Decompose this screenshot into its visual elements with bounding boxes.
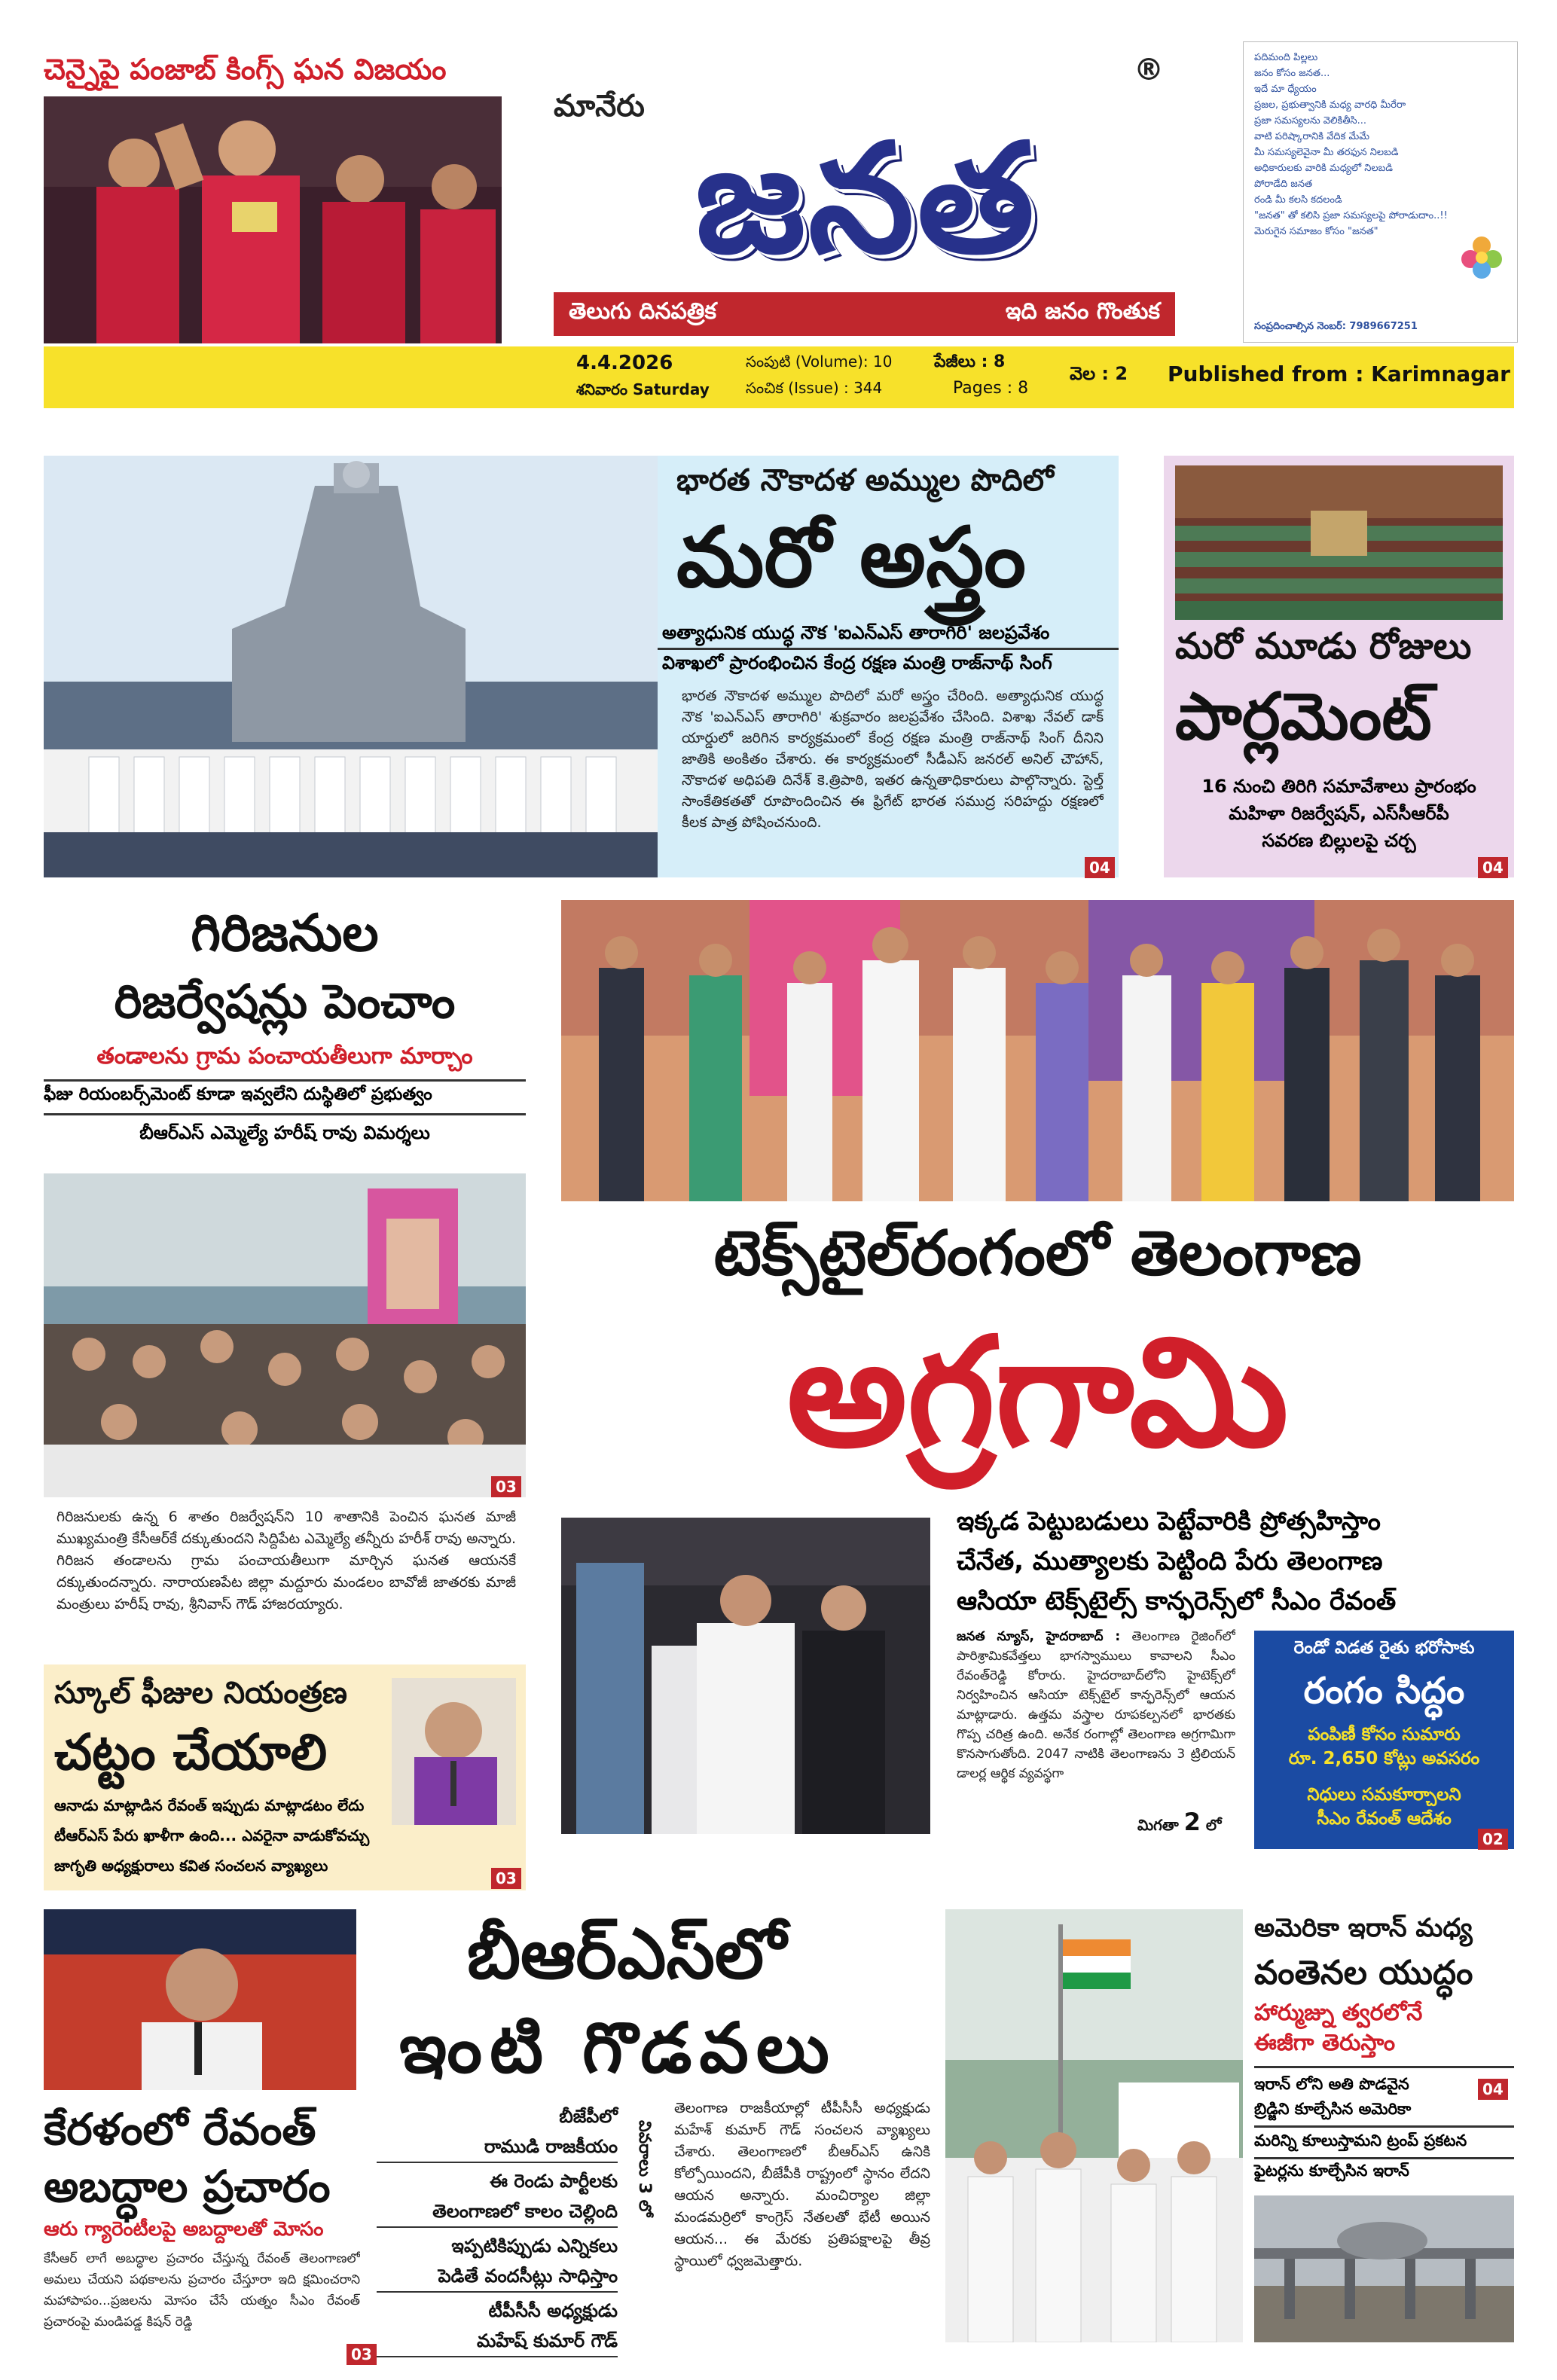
textile-sub2: చేనేత, ముత్యాలకు పెట్టింది పేరు తెలంగాణ xyxy=(957,1546,1383,1576)
bridge-photo xyxy=(1254,2195,1514,2342)
masthead-ad-box xyxy=(1243,41,1518,343)
kishan-reddy-photo xyxy=(44,1909,356,2090)
brs-side-item: ఇప్పటికిప్పుడు ఎన్నికలు xyxy=(451,2235,618,2256)
brs-side-item: పెడితే వందసీట్లు సాధిస్తాం xyxy=(377,2261,618,2293)
masthead-logo: జనత xyxy=(695,111,1038,287)
ad-line: రండి మీ కలసి కదలండి xyxy=(1254,194,1342,206)
rythu-sub4: సీఎం రేవంత్ ఆదేశం xyxy=(1317,1809,1452,1829)
ad-line: ప్రజా సమస్యలను వెలికితీసి... xyxy=(1254,115,1367,127)
navy-sub1: అత్యాధునిక యుద్ధ నౌక 'ఐఎన్ఎస్ తారాగిరి' జలప్రవేశం xyxy=(658,622,1119,650)
textile-group-photo xyxy=(561,900,1514,1201)
tribal-headline2: రిజర్వేషన్లు పెంచాం xyxy=(114,974,456,1029)
registered-mark: ® xyxy=(1134,53,1164,87)
ad-line: మీ సమస్యలెవైనా మీ తరఫున నిలబడి xyxy=(1254,147,1399,158)
navy-sub2: విశాఖలో ప్రారంభించిన కేంద్ర రక్షణ మంత్రి రాజ్‌నాథ్ సింగ్ xyxy=(662,652,1052,673)
parliament-kicker: మరో మూడు రోజులు xyxy=(1175,625,1472,667)
rythu-sub2: రూ. 2,650 కోట్లు అవసరం xyxy=(1288,1749,1480,1768)
brs-side-item: బీజేపీలో xyxy=(559,2106,618,2127)
textile-byline: జనత న్యూస్, హైదరాబాద్ : xyxy=(957,1629,1121,1644)
iran-line4: ఫైటర్లను కూల్చేసిన ఇరాన్ xyxy=(1254,2162,1409,2180)
ad-line: "జనత" తో కలిసి ప్రజా సమస్యలపై పోరాడుదాం..!! xyxy=(1254,210,1448,221)
ad-line: పోరాడేది జనత xyxy=(1254,178,1313,190)
cm-textile-photo xyxy=(561,1518,930,1834)
brs-vertical-note: వివరాలు 3 లో xyxy=(635,2120,654,2217)
school-line1: ఆనాడు మాట్లాడిన రేవంత్ ఇప్పుడు మాట్లాడటం లేదు xyxy=(54,1796,365,1814)
brs-side-item: రాముడి రాజకీయం xyxy=(377,2131,618,2163)
iran-sub-red1: హార్ముజ్ను త్వరలోనే xyxy=(1254,2000,1423,2026)
school-page-ref: 03 xyxy=(491,1868,521,1889)
school-line2: టీఆర్ఎస్ పేరు ఖాళీగా ఉంది... ఎవరైనా వాడుకోవచ్చు xyxy=(54,1826,370,1844)
tagline-right: ఇది జనం గొంతుక xyxy=(1005,298,1160,325)
textile-sub3: ఆసియా టెక్స్‌టైల్స్ కాన్ఫరెన్స్‌లో సీఎం రేవంత్ xyxy=(957,1586,1397,1616)
cricket-photo xyxy=(44,96,502,343)
tribal-photo xyxy=(44,1173,526,1497)
warship-photo xyxy=(44,456,658,877)
masthead-small-name: మానేరు xyxy=(554,89,645,124)
rythu-sub3: నిధులు సమకూర్చాలని xyxy=(1307,1785,1461,1805)
navy-body: భారత నౌకాదళ అమ్ముల పొదిలో మరో అస్త్రం చేరింది. అత్యాధునిక యుద్ధ నౌక 'ఐఎన్ఎస్ తారాగిరి' శుక్రవారం జలప్రవేశం చేసింది. విశాఖ నేవల్ డాక్ యార్డులో జరిగిన కార్యక్రమంలో కేంద్ర రక్షణ మంత్రి రాజ్‌నాథ్ సింగ్ దీనిని జాతికి అంకితం చేశారు. ఈ కార్యక్రమంలో సీడీఎస్ జనరల్ అనిల్ చౌహాన్, నౌకాదళ అధిపతి దినేశ్ కె.త్రిపాఠి, ఇతర ఉన్నతాధికారులు పాల్గొన్నారు. స్టెల్త్ సాంకేతికతతో రూపొందించిన ఈ ఫ్రిగేట్ భారత సముద్ర సరిహద్దు రక్షణలో కీలక పాత్ర పోషించనుంది. xyxy=(682,688,1104,831)
kerala-sub-red: ఆరు గ్యారెంటీలపై అబద్దాలతో మోసం xyxy=(44,2218,324,2241)
iran-kicker: అమెరికా ఇరాన్ మధ్య xyxy=(1254,1913,1473,1943)
navy-page-ref: 04 xyxy=(1085,857,1115,878)
kerala-headline1: కేరళంలో రేవంత్ xyxy=(44,2104,316,2155)
price: వెల : 2 xyxy=(1070,363,1128,384)
ad-line: అధికారులకు వారికి మధ్యలో నిలబడి xyxy=(1254,163,1393,174)
brs-body: తెలంగాణ రాజకీయాల్లో టీపీసీసీ అధ్యక్షుడు మహేశ్ కుమార్ గౌడ్ సంచలన వ్యాఖ్యలు చేశారు. తెలంగాణలో బీఆర్ఎస్ ఉనికి కోల్పోయిందని, బీజేపీకి రాష్ట్రంలో స్థానం లేదని ఆయన అన్నారు. మంచిర్యాల జిల్లా మండమర్రిలో కాంగ్రెస్ నేతలతో భేటీ అయిన ఆయన... ఈ మేరకు ప్రతిపక్షాలపై తీవ్ర స్థాయిలో ధ్వజమెత్తారు. xyxy=(674,2100,930,2269)
issue-date: 4.4.2026 xyxy=(576,352,673,374)
tribal-sub3: బీఆర్ఎస్ ఎమ్మెల్యే హరీష్ రావు విమర్శలు xyxy=(139,1122,430,1143)
brs-headline1: బీఆర్ఎస్‌లో xyxy=(467,1914,786,1994)
tagline-left: తెలుగు దినపత్రిక xyxy=(569,298,716,325)
iran-page-ref: 04 xyxy=(1478,2079,1508,2100)
continued-page: 2 xyxy=(1183,1808,1201,1836)
textile-headline1: టెక్స్‌టైల్‌రంగంలో తెలంగాణ xyxy=(713,1218,1362,1289)
published-from: Published from : Karimnagar xyxy=(1168,362,1510,386)
brs-headline2: ఇంటి గొడవలు xyxy=(399,2008,837,2089)
tribal-body: గిరిజనులకు ఉన్న 6 శాతం రిజర్వేషన్‌ని 10 శాతానికి పెంచిన ఘనత మాజీ ముఖ్యమంత్రి కేసీఆర్‌కే దక్కుతుందని సిద్దిపేట ఎమ్మెల్యే తన్నీరు హరీశ్ రావు అన్నారు. గిరిజన తండాలను గ్రామ పంచాయతీలుగా మార్చిన ఘనత ఆయనకే దక్కుతుందన్నారు. నారాయణపేట జిల్లా మద్దూరు మండలం బావోజీ జాతరకు మాజీ మంత్రులు హరీష్ రావు, శ్రీనివాస్ గౌడ్ హాజరయ్యారు. xyxy=(56,1509,516,1613)
parliament-sub1: 16 నుంచి తిరిగి సమావేశాలు ప్రారంభం xyxy=(1201,776,1476,797)
brs-side-list xyxy=(377,2101,618,2360)
rythu-kicker: రెండో విడత రైతు భరోసాకు xyxy=(1293,1638,1475,1658)
tagline-band xyxy=(554,292,1175,336)
iran-line1: ఇరాన్ లోని అతి పొడవైన xyxy=(1254,2075,1409,2093)
tribal-headline1: గిరిజనుల xyxy=(191,904,379,963)
brs-side-item: తెలంగాణలో కాలం చెల్లింది xyxy=(377,2196,618,2228)
issue-day: శనివారం Saturday xyxy=(576,380,710,398)
continued-label: మిగతా xyxy=(1137,1816,1179,1834)
parliament-sub3: సవరణ బిల్లులపై చర్చ xyxy=(1262,830,1416,851)
parliament-photo xyxy=(1175,465,1503,620)
textile-continued xyxy=(1137,1808,1221,1838)
pages-en: Pages : 8 xyxy=(953,379,1029,398)
iran-line3: మరిన్ని కూలుస్తామని ట్రంప్ ప్రకటన xyxy=(1254,2131,1514,2159)
textile-headline2: అగ్రగామి xyxy=(786,1305,1289,1481)
ad-line: పదిమంది పిల్లలు xyxy=(1254,52,1318,63)
ad-line: మెరుగైన సమాజం కోసం "జనత" xyxy=(1254,226,1378,237)
congress-flag-photo xyxy=(945,1909,1243,2342)
textile-body-text: తెలంగాణ రైజింగ్‌లో పారిశ్రామికవేత్తలు భాగస్వాములు కావాలని సీఎం రేవంత్‌రెడ్డి కోరారు. హైదరాబాద్‌లోని హైటెక్స్‌లో నిర్వహించిన ఆసియా టెక్స్‌టైల్ కాన్ఫరెన్స్‌లో ఆయన మాట్లాడారు. ఉత్తమ వస్త్రాల రూపకల్పనలో భారతకు గొప్ప చరిత్ర ఉంది. అనేక రంగాల్లో తెలంగాణ అగ్రగామిగా కొనసాగుతోంది. 2047 నాటికి తెలంగాణను 3 ట్రిలియన్ డాలర్ల ఆర్థిక వ్యవస్థగా xyxy=(957,1629,1235,1781)
tribal-sub-red: తండాలను గ్రామ పంచాయతీలుగా మార్చాం xyxy=(44,1043,526,1082)
rythu-headline: రంగం సిద్ధం xyxy=(1303,1670,1465,1712)
brs-side-item: టీపీసీసీ అధ్యక్షుడు xyxy=(488,2300,618,2321)
kerala-headline2: అబద్ధాల ప్రచారం xyxy=(44,2161,331,2212)
textile-body xyxy=(957,1627,1235,1808)
rythu-page-ref: 02 xyxy=(1478,1829,1508,1850)
ad-line: ఇదే మా ధ్యేయం xyxy=(1254,84,1317,95)
kerala-page-ref: 03 xyxy=(347,2344,377,2365)
continued-suffix: లో xyxy=(1205,1816,1222,1834)
textile-sub1: ఇక్కడ పెట్టుబడులు పెట్టేవారికి ప్రోత్సహిస్తాం xyxy=(957,1506,1381,1536)
navy-kicker: భారత నౌకాదళ అమ్ముల పొదిలో xyxy=(676,463,1054,498)
pages-te: పేజీలు : 8 xyxy=(934,352,1006,371)
ad-line: ప్రజల, ప్రభుత్వానికి మధ్య వారధి మీరేరా xyxy=(1254,99,1406,111)
brs-side-item: మహేష్ కుమార్ గౌడ్ xyxy=(377,2326,618,2357)
parliament-page-ref: 04 xyxy=(1478,857,1508,878)
rythu-sub1: పంపిణీ కోసం సుమారు xyxy=(1308,1725,1461,1744)
kerala-body: కేసీఆర్ లాగే అబద్ధాల ప్రచారం చేస్తున్న రేవంత్ తెలంగాణలో అమలు చేయని పథకాలను ప్రచారం చేస్తూరా ఇది క్షమించరాని మహాపాపం...ప్రజలను మోసం చేసే యత్నం సీఎం రేవంత్ ప్రచారంపై మండిపడ్డ కిషన్ రెడ్డి xyxy=(44,2251,360,2330)
school-line3: జాగృతి అధ్యక్షురాలు కవిత సంచలన వ్యాఖ్యలు xyxy=(54,1857,328,1875)
iran-sub-red2: ఈజీగా తెరుస్తాం xyxy=(1254,2030,1514,2068)
top-headline: చెన్నైపై పంజాబ్ కింగ్స్ ఘన విజయం xyxy=(44,53,447,86)
tribal-page-ref: 03 xyxy=(491,1476,521,1497)
brs-side-item: ఈ రెండు పార్టీలకు xyxy=(490,2171,618,2192)
ad-text xyxy=(1254,50,1507,240)
ad-line: వాటి పరిష్కారానికి వేదిక మేమే xyxy=(1254,131,1370,142)
parliament-headline: పార్లమెంట్ xyxy=(1175,679,1432,755)
parliament-sub2: మహిళా రిజర్వేషన్, ఎస్‌సీఆర్‌పీ xyxy=(1229,803,1449,824)
tribal-sub2: ఫీజు రియంబర్స్‌మెంట్ కూడా ఇవ్వలేని దుస్థితిలో ప్రభుత్వం xyxy=(44,1085,526,1115)
navy-headline: మరో అస్త్రం xyxy=(676,509,1026,606)
flower-icon xyxy=(1455,230,1508,283)
kavitha-photo xyxy=(392,1678,516,1825)
issue-number: సంచిక (Issue) : 344 xyxy=(746,379,883,397)
iran-line2: బ్రిడ్జిని కూల్చేసిన అమెరికా xyxy=(1254,2100,1514,2128)
ad-footer: సంప్రదించాల్సిన నెంబర్: 7989667251 xyxy=(1254,321,1418,332)
iran-headline: వంతెనల యుద్ధం xyxy=(1254,1954,1473,1992)
volume: సంపుటి (Volume): 10 xyxy=(746,352,893,371)
ad-line: జనం కోసం జనత... xyxy=(1254,68,1330,79)
school-headline: చట్టం చేయాలి xyxy=(54,1723,328,1781)
school-kicker: స్కూల్ ఫీజుల నియంత్రణ xyxy=(54,1676,347,1710)
